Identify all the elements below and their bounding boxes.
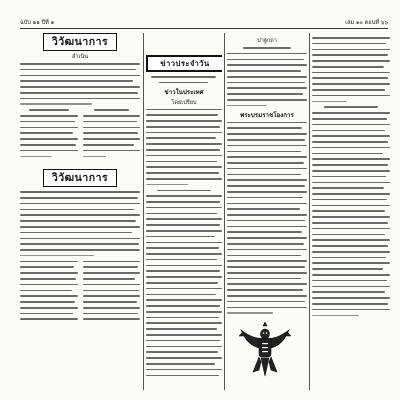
column-rule-1 (143, 33, 144, 390)
column3-subhead: พระบรมราชโองการ (240, 111, 294, 119)
column2-masthead: ข่าวประจำวัน (146, 55, 222, 72)
column2-section-head: ข่าวในประเทศ (164, 88, 204, 96)
running-head (20, 18, 388, 29)
column3-section-head: ปาฐกถา (257, 38, 277, 44)
column1-article-bottom (20, 191, 140, 256)
column3-article (227, 122, 307, 314)
column1-split-text-bottom (20, 261, 140, 325)
column4-article (312, 37, 390, 316)
column-rule-3 (309, 33, 310, 390)
running-head-left: ฉบับ ๑๑ ปีที่ ๑ (20, 20, 55, 26)
column-1 (20, 33, 140, 392)
column1-article-top (20, 63, 140, 105)
column-4 (312, 33, 390, 392)
running-head-right: เล่ม ๑๐ ตอนที่ ๖๖ (345, 20, 388, 26)
column1-heading-bottom: วิวัฒนาการ (43, 169, 117, 187)
column1-split-text (20, 109, 140, 161)
column2-article (146, 109, 222, 377)
garuda-emblem-icon (239, 322, 291, 380)
column-rule-2 (224, 33, 225, 390)
column-2 (146, 33, 222, 392)
column1-heading-top: วิวัฒนาการ (43, 33, 117, 51)
column2-subhead: โดยเปรียบ (171, 99, 197, 106)
column1-byline-top: ลำเนิน (71, 54, 89, 60)
column3-article-top (227, 47, 307, 106)
column2-intro (146, 76, 222, 83)
